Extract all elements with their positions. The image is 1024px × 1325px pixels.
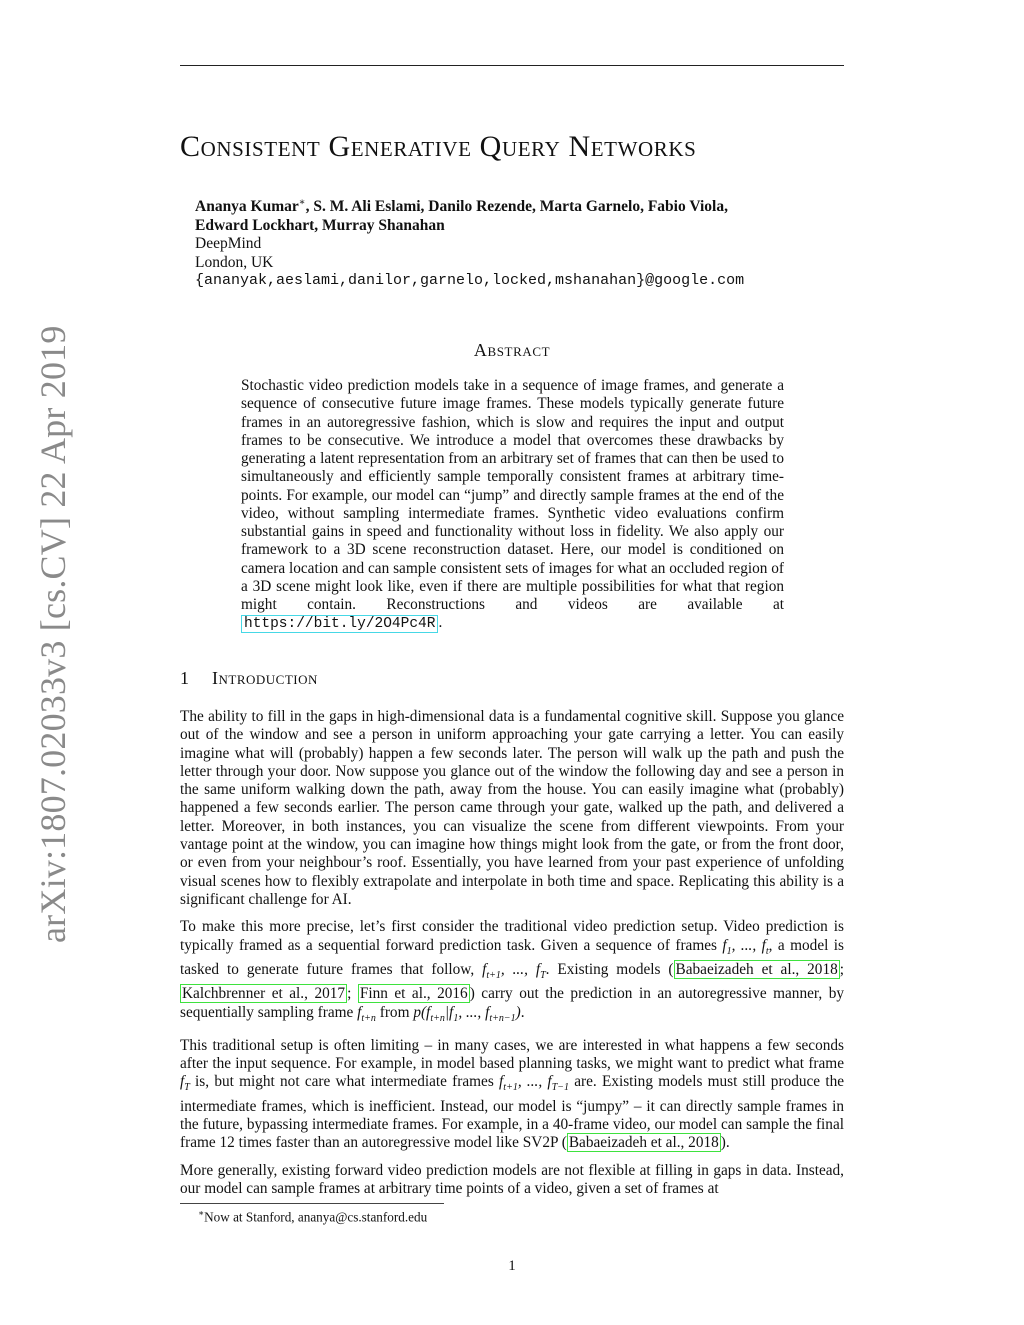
math-fT: $f_T$ — [180, 1073, 190, 1094]
footnote-text: Now at Stanford, ananya@cs.stanford.edu — [204, 1209, 428, 1225]
affiliation: DeepMind — [195, 235, 262, 252]
p2-text-f: . — [520, 1003, 525, 1021]
p2-text-d: ) carry out the prediction in an autoregressive manner, by sequentially sampling frame — [180, 985, 844, 1021]
author-line-2: Edward Lockhart, Murray Shanahan — [195, 216, 445, 234]
p3-text-c: are. Existing models must still produce the intermediate frames, which is inefficient. Instead, our model is “jumpy” – it can directly sample frames in the future, bypassing intermediate frames. For example, in a 40-frame video, our model can sample the final frame 12 times faster than an autoregressive model like SV2P ( — [180, 1073, 845, 1152]
p3-text-d: ). — [720, 1134, 730, 1152]
p2-sep-1: ; — [839, 960, 844, 978]
section-heading — [180, 668, 844, 689]
abstract-end: . — [438, 614, 443, 632]
paragraph-2 — [180, 918, 844, 1028]
citation-babaeizadeh-2[interactable]: Babaeizadeh et al., 2018 — [568, 1134, 719, 1152]
author-emails: {ananyak,aeslami,danilor,garnelo,locked,mshanahan}@google.com — [195, 272, 745, 289]
p2-text-e: from — [375, 1003, 414, 1021]
author-line-1 — [195, 198, 835, 217]
footnote — [198, 1208, 427, 1225]
paragraph-3 — [180, 1037, 844, 1153]
p2-text-a: To make this more precise, let’s first consider the traditional video prediction setup. Video prediction is typically framed as a sequential forward prediction task. Given a sequence of frames — [180, 918, 844, 954]
citation-babaeizadeh[interactable]: Babaeizadeh et al., 2018 — [675, 960, 838, 978]
section-number: 1 — [180, 668, 189, 688]
citation-finn[interactable]: Finn et al., 2016 — [359, 985, 468, 1003]
footnote-marker: ∗ — [198, 1208, 205, 1218]
section-body — [180, 708, 844, 1207]
math-f1-ft: $f_1$, ..., $f_t$ — [722, 936, 769, 957]
author-block — [195, 198, 835, 291]
first-author: Ananya Kumar — [195, 198, 299, 215]
top-rule — [180, 65, 844, 66]
page-number: 1 — [508, 1258, 516, 1274]
paragraph-1: The ability to fill in the gaps in high-dimensional data is a fundamental cognitive skill. Suppose you glance out of the window and see a person in uniform approaching your gate carrying a letter. You can easily imagine what will (probably) happen a few seconds later. The person will walk up the path and push the letter through your door. Now suppose you glance out of the window the following day and see a person in the same uniform walking down the path, away from the house. You can easily imagine what (probably) happened a few seconds earlier. The person came through your gate, walked up the path, and delivered a letter. Moreover, in both instances, you can visualize the scene from different viewpoints. From your vantage point at the window, you can imagine how things might look from the gate, or from the front door, or even from your neighbour’s roof. Essentially, you have learned from your past experience of unfolding visual scenes how to flexibly extrapolate and interpolate in both time and space. Replicating this ability is a significant challenge for AI. — [180, 708, 844, 908]
author-footnote-marker: ∗ — [298, 196, 306, 208]
abstract-link[interactable]: https://bit.ly/2O4Pc4R — [241, 615, 438, 633]
math-ft1-fT: $f_{t+1}$, ..., $f_T$ — [482, 960, 546, 981]
arxiv-identifier: arXiv:1807.02033v3 [cs.CV] 22 Apr 2019 — [33, 325, 73, 943]
p2-text-c: . Existing models ( — [545, 960, 674, 978]
math-p-ftn: $p(f_{t+n}|f_1$, ..., $f_{t+n-1}$) — [413, 1003, 521, 1024]
math-ftn: $f_{t+n}$ — [357, 1003, 376, 1024]
p3-text-a: This traditional setup is often limiting – in many cases, we are interested in what happens a few seconds after the input sequence. For example, in model based planning tasks, we might want to predict what frame — [180, 1036, 844, 1073]
p2-text-b: , a model is tasked to generate future frames that follow, — [180, 936, 844, 978]
abstract-body: Stochastic video prediction models take in a sequence of image frames, and generate a sequence of consecutive future image frames. These models typically generate future frames in an autoregressive fashion, which is slow and requires the input and output frames to be consecutive. We introduce a model that overcomes these drawbacks by generating a latent representation from an arbitrary set of frames that can then be used to simultaneously and efficiently sample temporally consistent frames at arbitrary time-points. For example, our model can “jump” and directly sample frames at the end of the video, without sampling intermediate frames. Synthetic video evaluations confirm substantial gains in speed and functionality without loss in fidelity. We also apply our framework to a 3D scene reconstruction dataset. Here, our model is conditioned on camera location and can sample consistent sets of images for what an occluded region of a 3D scene might look like, even if there are multiple possibilities for what that region might contain. Reconstructions and videos are available at — [241, 377, 784, 613]
p2-sep-2: ; — [347, 985, 358, 1003]
abstract-text — [241, 377, 784, 634]
paragraph-4: More generally, existing forward video prediction models are not flexible at filling in gaps in data. Instead, our model can sample frames at arbitrary time points of a video, given a set of frames at — [180, 1161, 844, 1198]
citation-kalchbrenner[interactable]: Kalchbrenner et al., 2017 — [182, 985, 346, 1003]
author-names-1: , S. M. Ali Eslami, Danilo Rezende, Marta Garnelo, Fabio Viola, — [305, 198, 728, 215]
p3-text-b: is, but might not care what intermediate frames — [189, 1073, 500, 1091]
section-title: Introduction — [212, 668, 318, 688]
abstract-heading: Abstract — [473, 340, 551, 360]
paper-title: Consistent Generative Query Networks — [180, 130, 697, 163]
math-ft1-fT1: $f_{t+1}$, ..., $f_{T-1}$ — [499, 1073, 569, 1094]
location: London, UK — [195, 253, 274, 271]
footnote-rule — [180, 1203, 444, 1204]
